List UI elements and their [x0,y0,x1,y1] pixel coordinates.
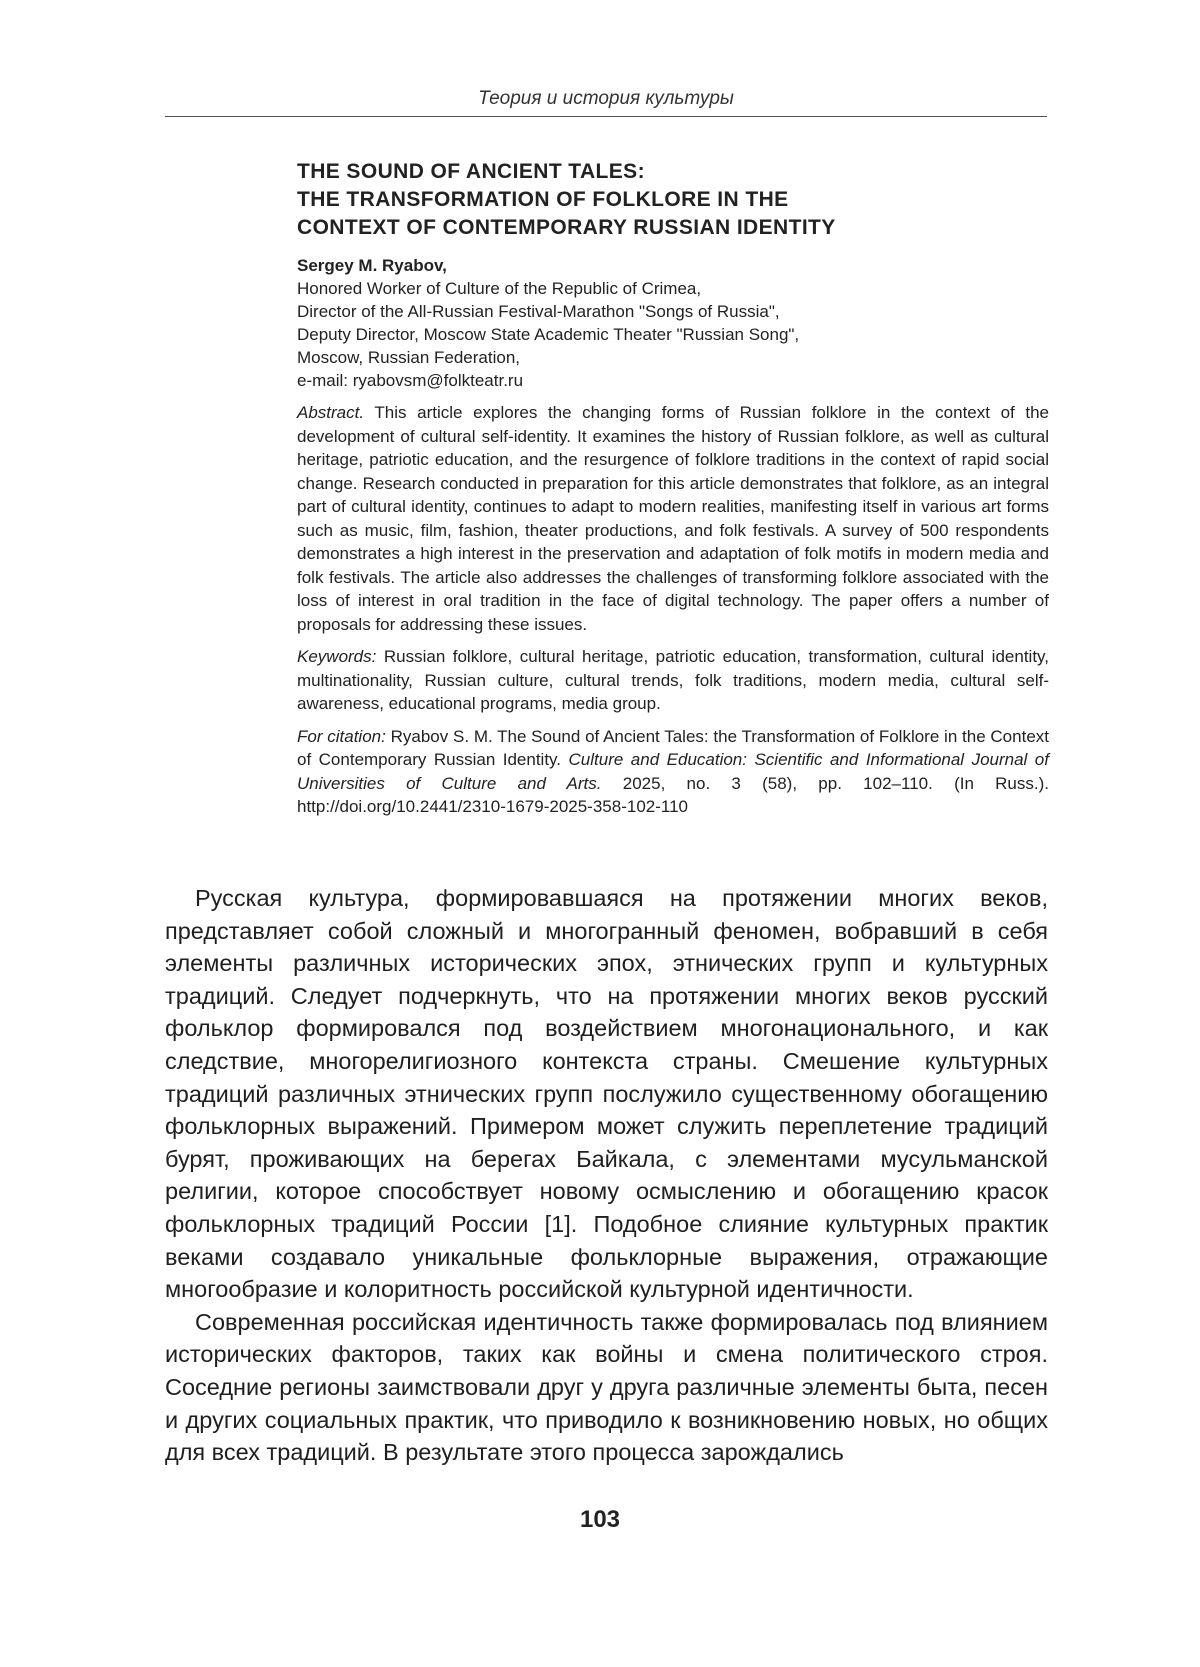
author-affiliation: Honored Worker of Culture of the Republic of Crimea, [297,279,702,298]
author-affiliation: Deputy Director, Moscow State Academic Theater "Russian Song", [297,325,800,344]
abstract-label: Abstract. [297,403,365,422]
author-affiliation: Moscow, Russian Federation, [297,348,520,367]
body-paragraph: Современная российская идентичность также формировалась под влиянием исторических факторов, таких как войны и смена политического строя. Соседние регионы заимствовали друг у друга различные элементы быта, песен и других социальных практик, что приводило к возникновению новых, но общих для всех традиций. В результате этого процесса зарождались [165,1308,1048,1466]
citation-label: For citation: [297,726,386,746]
author-block [297,254,1049,392]
keywords-label: Keywords: [297,647,377,666]
abstract-text: This article explores the changing forms of Russian folklore in the context of the development of cultural self-identity. It examines the history of Russian folklore, as well as cultural heritage, patriotic education, and the resurgence of folklore traditions in the context of rapid social change. Research conducted in preparation for this article demonstrates that folklore, as an integral part of cultural identity, continues to adapt to modern realities, manifesting itself in various art forms such as music, film, fashion, theater productions, and folk festivals. A survey of 500 respondents demonstrates a high interest in the preservation and adaptation of folk motifs in modern media and folk festivals. The article also addresses the challenges of transforming folklore associated with the loss of interest in oral tradition in the face of digital technology. The paper offers a number of proposals for addressing these issues. [297,403,1050,634]
article-body [165,882,1048,1469]
author-affiliation: Director of the All-Russian Festival-Marathon "Songs of Russia", [297,302,780,321]
author-name: Sergey M. Ryabov, [297,256,447,275]
abstract [297,401,1049,636]
body-paragraph: Русская культура, формировавшаяся на протяжении многих веков, представляет собой сложный и многогранный феномен, вобравший в себя элементы различных исторических эпох, этнических групп и культурных традиций. Следует подчеркнуть, что на протяжении многих веков русский фольклор формировался под воздействием многонационального, и как следствие, многорелигиозного контекста страны. Смешение культурных традиций различных этнических групп послужило существенному обогащению фольклорных выражений. Примером может служить переплетение традиций бурят, проживающих на берегах Байкала, с элементами мусульманской религии, которое способствует новому осмыслению и обогащению красок фольклорных традиций России [1]. Подобное слияние культурных практик веками создавало уникальные фольклорные выражения, отражающие многообразие и колоритность российской культурной идентичности. [165,885,1048,1303]
title-line: THE SOUND OF ANCIENT TALES: [297,160,645,183]
keywords-text: Russian folklore, cultural heritage, patriotic education, transformation, cultural identity, multinationality, Russian culture, cultural trends, folk traditions, modern media, cultural self-awareness, educational programs, media group. [297,647,1050,713]
citation-text: Ryabov S. M. The Sound of Ancient Tales: the Transformation of Folklore in the Context of Contemporary Russian Identity. [297,726,1049,769]
header-rule [165,116,1047,117]
page-number: 103 [579,1506,621,1533]
running-head: Теория и история культуры [478,88,734,109]
citation-journal: Culture and Education: Scientific and Informational Journal of Universities of Culture and Arts. [297,750,1049,793]
citation [297,725,1049,819]
author-email: e-mail: ryabovsm@folkteatr.ru [297,371,524,390]
title-line: THE TRANSFORMATION OF FOLKLORE IN THE [297,188,789,211]
article-title [297,158,1049,242]
title-line: CONTEXT OF CONTEMPORARY RUSSIAN IDENTITY [297,216,836,239]
citation-details: 2025, no. 3 (58), pp. 102–110. (In Russ.). http://doi.org/10.2441/2310-1679-2025-358-102-110 [297,773,1049,816]
keywords [297,645,1049,716]
article-front-matter [297,158,1049,819]
